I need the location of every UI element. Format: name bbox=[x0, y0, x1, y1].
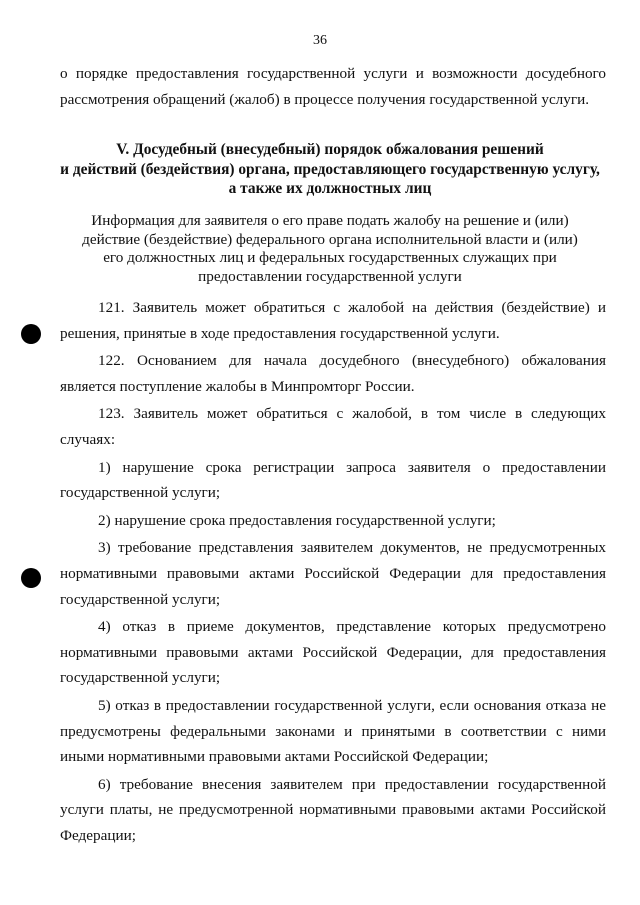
paragraph-123: 123. Заявитель может обратиться с жалобой, в том числе в следующих случаях: bbox=[60, 405, 606, 448]
punch-hole-mark bbox=[21, 568, 41, 588]
paragraph-122: 122. Основанием для начала досудебного (внесудебного) обжалования является поступление жалобы в Минпромторг России. bbox=[60, 352, 606, 395]
list-item-4: 4) отказ в приеме документов, представление которых предусмотрено нормативными правовыми актами Российской Федерации, для предоставления государственной услуги; bbox=[60, 618, 606, 687]
list-item-1: 1) нарушение срока регистрации запроса заявителя о предоставлении государственной услуги; bbox=[60, 458, 606, 502]
section-heading bbox=[50, 140, 610, 199]
page-number: 36 bbox=[313, 33, 327, 48]
body-paragraphs bbox=[60, 295, 606, 848]
paragraph-121: 121. Заявитель может обратиться с жалобой на действия (бездействие) и решения, принятые в ходе предоставления государственной услуги. bbox=[60, 299, 606, 342]
info-subheading-line: Информация для заявителя о его праве подать жалобу на решение и (или) bbox=[91, 212, 569, 229]
section-heading-line: V. Досудебный (внесудебный) порядок обжалования решений bbox=[116, 141, 544, 158]
info-subheading bbox=[50, 212, 610, 286]
section-heading-line: и действий (бездействия) органа, предоставляющего государственную услугу, bbox=[60, 160, 600, 178]
list-item-6: 6) требование внесения заявителем при предоставлении государственной услуги платы, не предусмотренной нормативными правовыми актами Российской Федерации; bbox=[60, 775, 606, 844]
info-subheading-line: его должностных лиц и федеральных государственных служащих при bbox=[103, 249, 557, 266]
punch-hole-mark bbox=[21, 324, 41, 344]
continuation-text: о порядке предоставления государственной услуги и возможности досудебного рассмотрения обращений (жалоб) в процессе получения государственной услуги. bbox=[60, 65, 606, 108]
list-item-3: 3) требование представления заявителем документов, не предусмотренных нормативными правовыми актами Российской Федерации для предоставления государственной услуги; bbox=[60, 539, 606, 608]
list-item-5: 5) отказ в предоставлении государственной услуги, если основания отказа не предусмотрены федеральными законами и принятыми в соответствии с ними иными нормативными правовыми актами Российской Федерации; bbox=[60, 696, 606, 766]
continuation-paragraph bbox=[60, 61, 606, 112]
list-item-2: 2) нарушение срока предоставления государственной услуги; bbox=[98, 511, 496, 529]
info-subheading-line: действие (бездействие) федерального органа исполнительной власти и (или) bbox=[82, 230, 578, 248]
section-heading-line: а также их должностных лиц bbox=[228, 180, 432, 197]
info-subheading-line: предоставлении государственной услуги bbox=[198, 267, 462, 285]
